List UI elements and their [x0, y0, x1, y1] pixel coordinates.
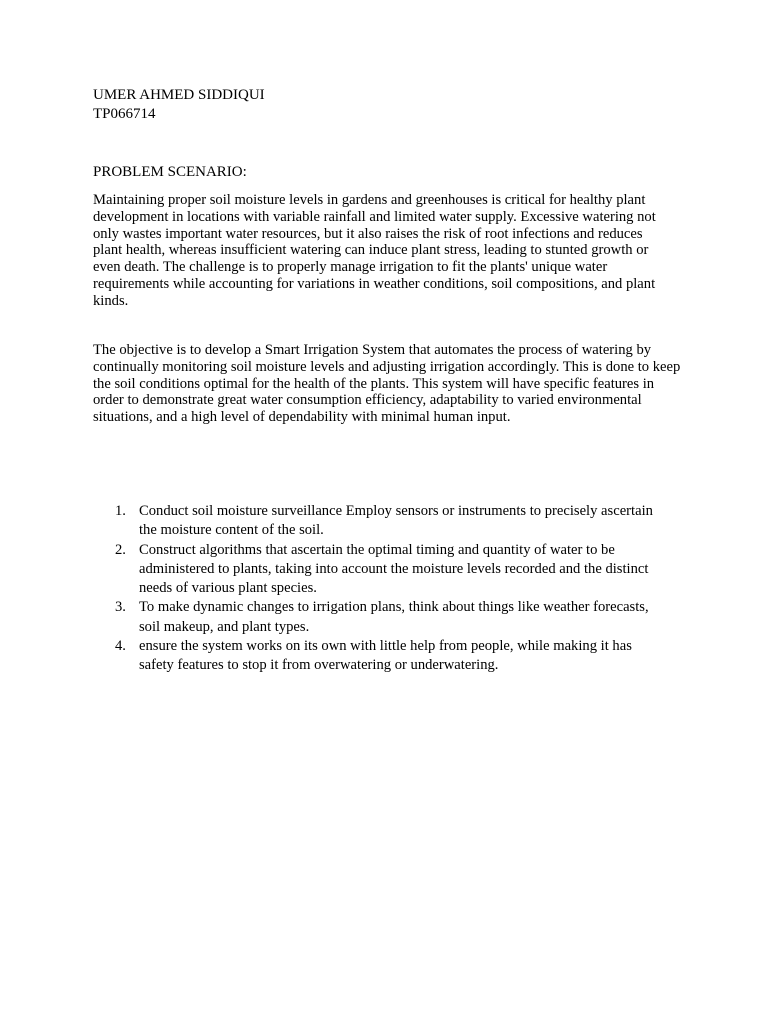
student-id: TP066714 — [93, 106, 156, 122]
list-item-text: Construct algorithms that ascertain the optimal timing and quantity of water to be administered to plants, taking into account the moisture levels recorded and the distinct needs of various plant species. — [139, 541, 649, 597]
list-item — [115, 502, 668, 541]
objective-paragraph: The objective is to develop a Smart Irrigation System that automates the process of watering by continually monitoring soil moisture levels and adjusting irrigation accordingly. This is done to keep the soil conditions optimal for the health of the plants. This system will have specific features in order to demonstrate great water consumption efficiency, adaptability to varied environmental situations, and a high level of dependability with minimal human input. — [93, 342, 681, 426]
list-item-number: 4. — [115, 638, 126, 655]
list-item-text: ensure the system works on its own with little help from people, while making it has safety features to stop it from overwatering or underwatering. — [139, 638, 632, 674]
list-item — [115, 541, 668, 599]
list-item — [115, 598, 668, 637]
list-item-number: 2. — [115, 541, 126, 558]
author-name: UMER AHMED SIDDIQUI — [93, 87, 265, 103]
objectives-list — [115, 502, 668, 676]
list-item — [115, 637, 668, 676]
document-page — [93, 86, 683, 674]
section-title: PROBLEM SCENARIO: — [93, 164, 247, 180]
list-item-number: 3. — [115, 599, 126, 616]
list-item-number: 1. — [115, 503, 126, 519]
problem-paragraph: Maintaining proper soil moisture levels in gardens and greenhouses is critical for healthy plant development in locations with variable rainfall and limited water supply. Excessive watering not only wastes important water resources, but it also raises the risk of root infections and reduces plant health, whereas insufficient watering can induce plant stress, leading to stunted growth or even death. The challenge is to properly manage irrigation to fit the plants' unique water requirements while accounting for variations in weather conditions, soil compositions, and plant kinds. — [93, 192, 656, 309]
list-item-text: To make dynamic changes to irrigation plans, think about things like weather forecasts, soil makeup, and plant types. — [139, 599, 649, 635]
list-item-text: Conduct soil moisture surveillance Employ sensors or instruments to precisely ascertain the moisture content of the soil. — [139, 503, 653, 539]
